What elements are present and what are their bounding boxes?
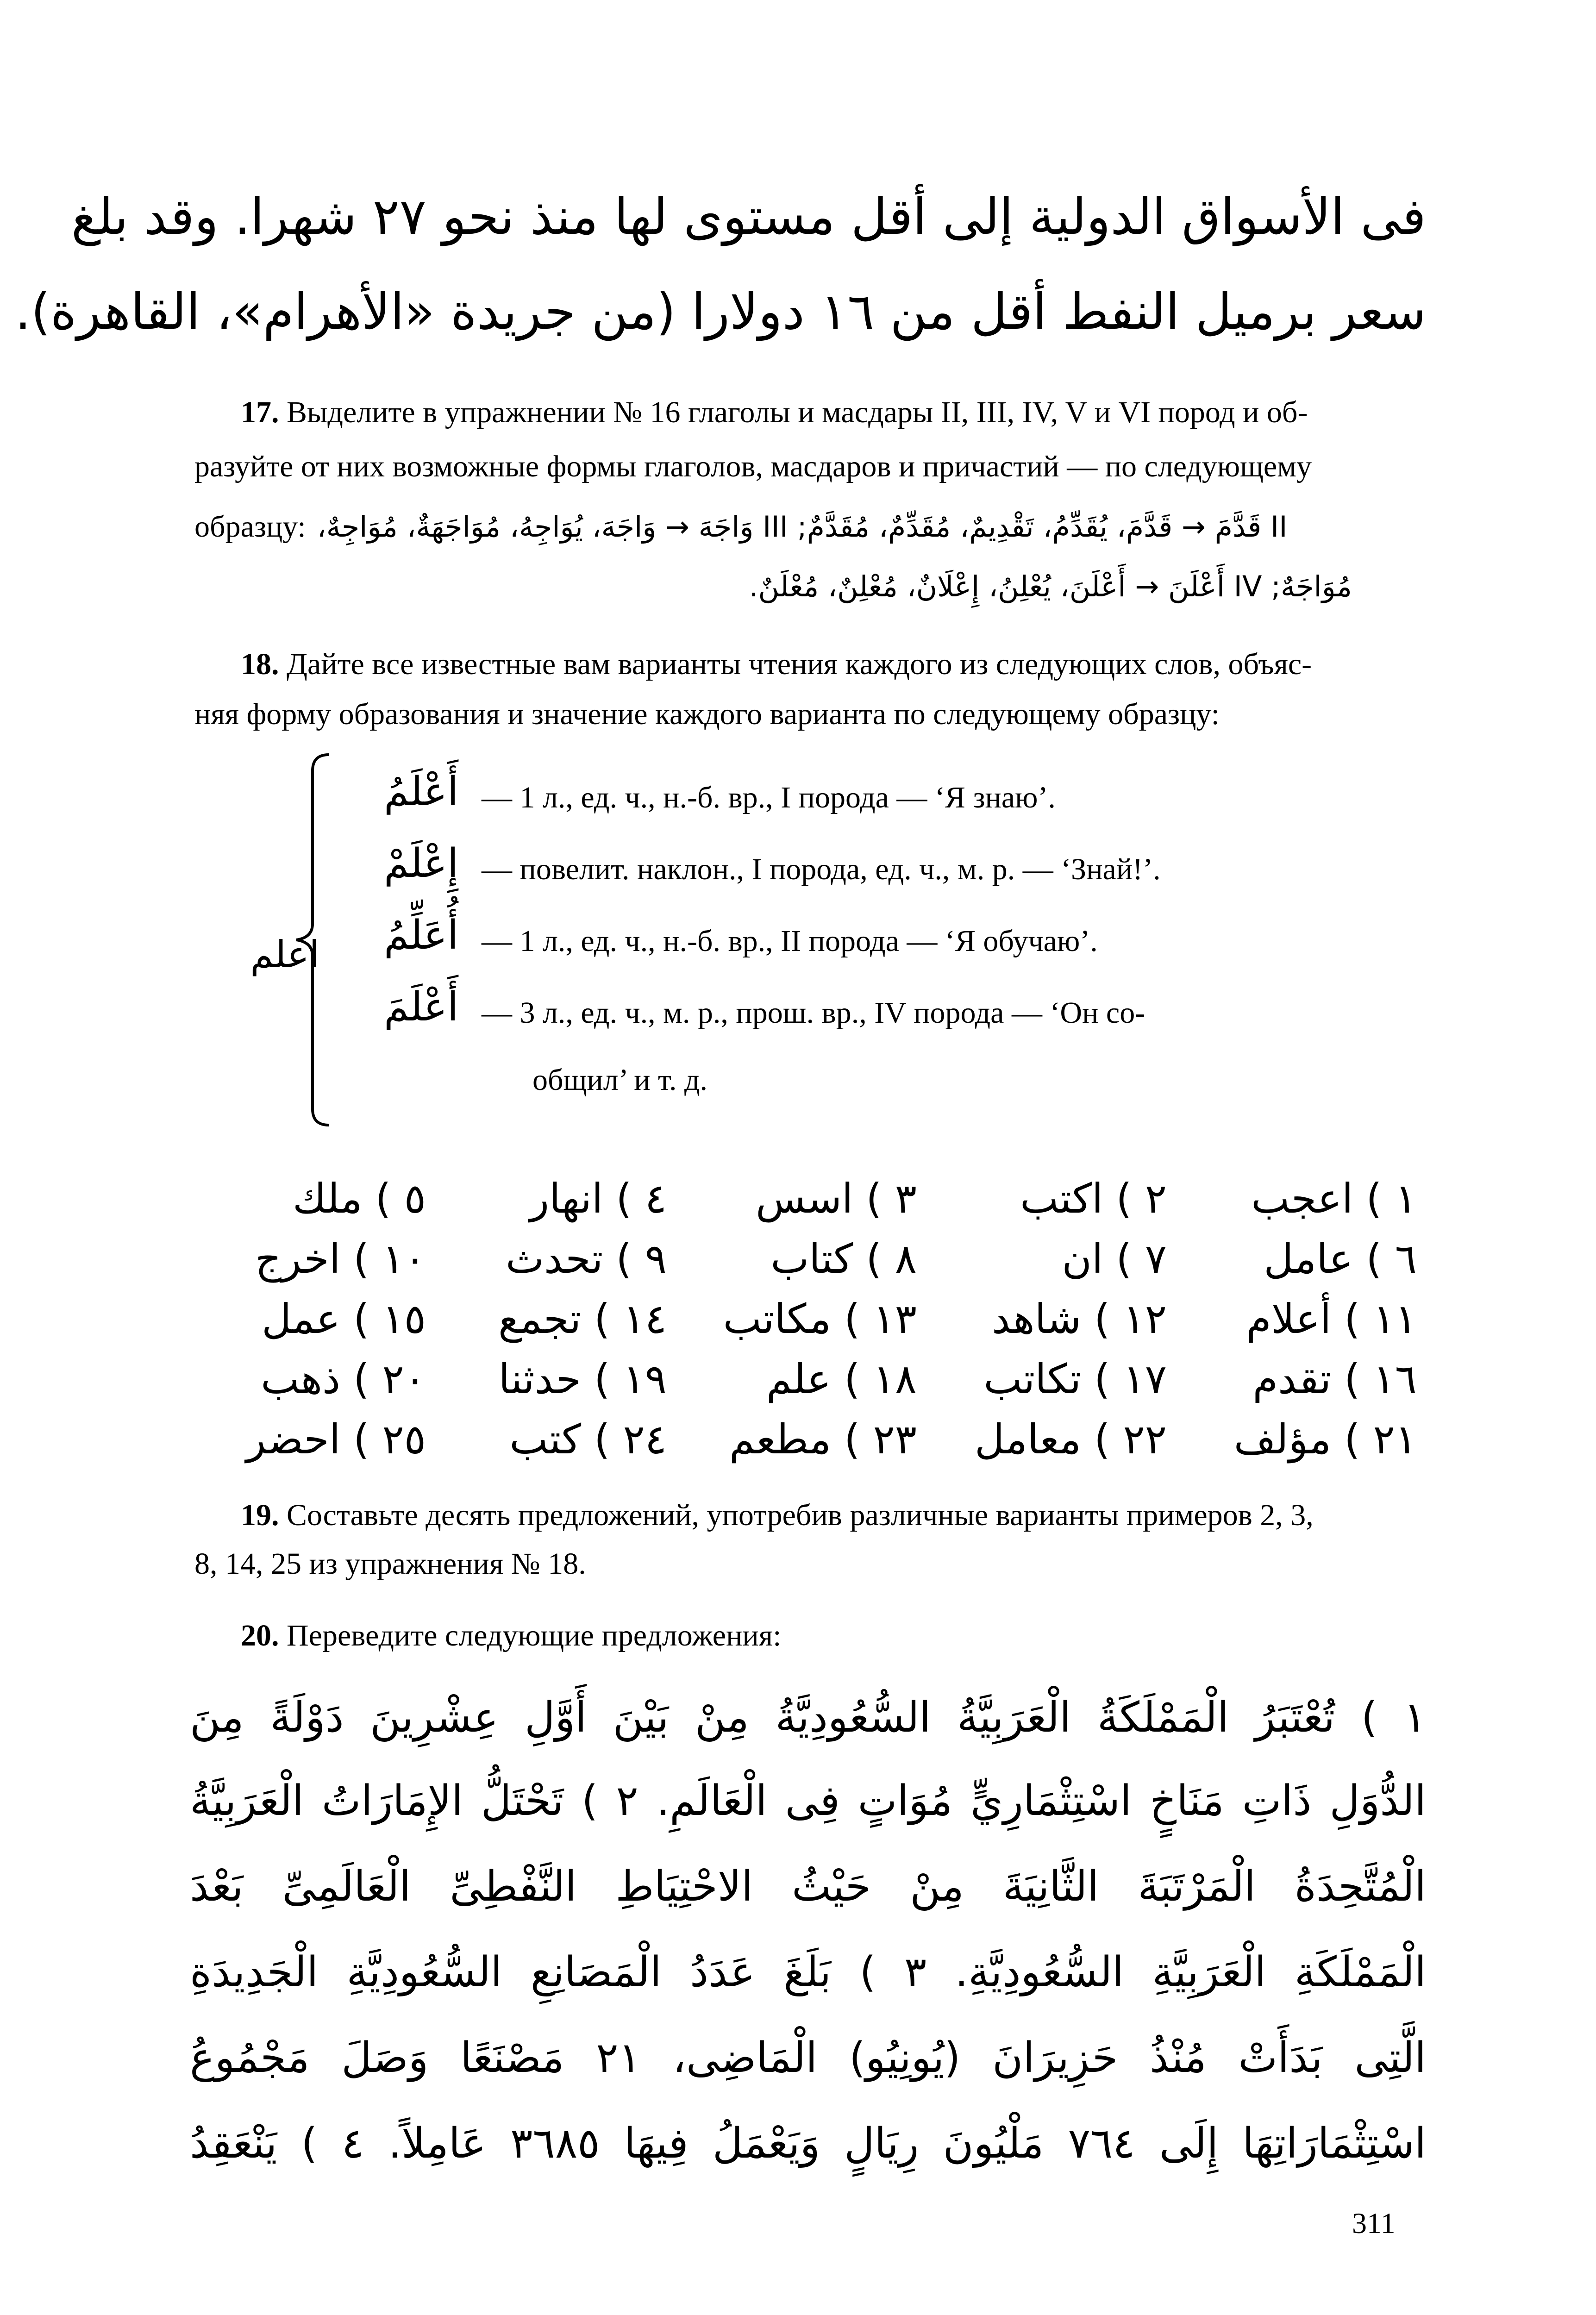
curly-brace xyxy=(287,752,338,1127)
arabic-text-line: الدُّوَلِ ذَاتِ مَنَاخٍ اسْتِثْمَارِيٍّ مُوَاتٍ فِى الْعَالَمِ. ٢ ) تَحْتَلُّ الإِمَارَاتُ الْعَرَبِيَّةُ xyxy=(190,1777,1426,1825)
arabic-text-line: فى الأسواق الدولية إلى أقل مستوى لها منذ نحو ٢٧ شهرا. وقد بلغ xyxy=(71,188,1426,246)
exercise-number: 20. xyxy=(241,1619,279,1652)
variant-arabic: إِعْلَمْ xyxy=(384,840,458,887)
word-table-cell: ١ ) اعجب xyxy=(1251,1175,1417,1222)
sample-forms: II قَدَّمَ → قَدَّمَ، يُقَدِّمُ، تَقْدِيمٌ، مُقَدِّمٌ، مُقَدَّمٌ; III وَاجَهَ → وَاجَهَ، يُوَاجِهُ، مُوَاجَهَةٌ، مُوَاجِهٌ، xyxy=(317,510,1288,544)
arabic-text-line: اسْتِثْمَارَاتِهَا إِلَى ٧٦٤ مَلْيُونَ رِيَالٍ وَيَعْمَلُ فِيهَا ٣٦٨٥ عَامِلاً. ٤ ) يَنْعَقِدُ xyxy=(190,2119,1426,2168)
exercise-text: Составьте десять предложений, употребив различные варианты примеров 2, 3, xyxy=(287,1498,1314,1532)
word-table-cell: ٨ ) كتاب xyxy=(770,1235,917,1283)
exercise-number: 17. xyxy=(241,395,279,429)
exercise-18-line xyxy=(241,649,1312,680)
word-table-cell: ١٦ ) تقدم xyxy=(1252,1355,1417,1403)
root-word: اعلم xyxy=(250,933,319,976)
word-table-cell: ١٠ ) اخرج xyxy=(255,1235,426,1283)
arabic-text-line: الْمُتَّحِدَةُ الْمَرْتَبَةَ الثَّانِيَةَ مِنْ حَيْثُ الاحْتِيَاطِ النَّفْطِىِّ الْعَالَمِىِّ بَعْدَ xyxy=(190,1862,1426,1911)
exercise-text: Выделите в упражнении № 16 глаголы и масдары II, III, IV, V и VI пород и об- xyxy=(287,395,1308,429)
sample-forms: مُوَاجَهٌ; IV أَعْلَنَ → أَعْلَنَ، يُعْلِنُ، إِعْلَانٌ، مُعْلِنٌ، مُعْلَنٌ. xyxy=(749,569,1352,603)
variant-continuation: общил’ и т. д. xyxy=(532,1063,708,1097)
variant-description: — 3 л., ед. ч., м. р., прош. вр., IV порода — ‘Он со- xyxy=(482,996,1145,1030)
word-table-cell: ٩ ) تحدث xyxy=(506,1235,667,1283)
variant-row xyxy=(366,840,458,887)
variant-arabic: أَعْلَمُ xyxy=(384,769,458,815)
variant-row xyxy=(366,984,458,1030)
exercise-18-line: няя форму образования и значение каждого варианта по следующему образцу: xyxy=(194,697,1220,731)
word-table-cell: ٥ ) ملك xyxy=(293,1175,426,1222)
word-table-cell: ٢٥ ) احضر xyxy=(246,1415,426,1463)
word-table-cell: ٣ ) اسس xyxy=(756,1175,917,1222)
word-table-cell: ١٣ ) مكاتب xyxy=(723,1295,917,1343)
word-table-cell: ١٤ ) تجمع xyxy=(498,1295,667,1343)
exercise-text: Дайте все известные вам варианты чтения каждого из следующих слов, объяс- xyxy=(287,647,1312,681)
word-table-cell: ٢١ ) مؤلف xyxy=(1233,1415,1417,1463)
exercise-text: Переведите следующие предложения: xyxy=(287,1619,782,1652)
variant-row xyxy=(366,912,458,958)
word-table xyxy=(204,1175,1417,1475)
word-table-cell: ١٨ ) علم xyxy=(766,1355,917,1403)
exercise-17-sample-line xyxy=(194,512,1445,542)
word-table-cell: ٢٠ ) ذهب xyxy=(261,1355,426,1403)
variant-arabic: أَعْلَمَ xyxy=(384,984,458,1030)
exercise-19-line: 8, 14, 25 из упражнения № 18. xyxy=(194,1547,586,1581)
variant-description: — повелит. наклон., I порода, ед. ч., м. р. — ‘Знай!’. xyxy=(482,852,1161,886)
word-table-cell: ٢٢ ) معامل xyxy=(975,1415,1167,1463)
variant-arabic: أُعَلِّمُ xyxy=(384,912,458,958)
exercise-number: 19. xyxy=(241,1498,279,1532)
word-table-cell: ١٩ ) حدثنا xyxy=(498,1355,667,1403)
word-table-cell: ٦ ) عامل xyxy=(1264,1235,1417,1283)
word-table-cell: ٧ ) ان xyxy=(1062,1235,1167,1283)
arabic-text-line: الَّتِى بَدَأَتْ مُنْذُ حَزِيرَانَ (يُونِيُو) الْمَاضِى، ٢١ مَصْنَعًا وَصَلَ مَجْمُوعُ xyxy=(190,2033,1426,2082)
page-number: 311 xyxy=(1352,2207,1396,2240)
arabic-text-line: ١ ) تُعْتَبَرُ الْمَمْلَكَةُ الْعَرَبِيَّةُ السُّعُودِيَّةُ مِنْ بَيْنَ أَوَّلِ عِشْرِينَ دَوْلَةً مِنَ xyxy=(190,1693,1426,1742)
word-table-cell: ٢ ) اكتب xyxy=(1020,1175,1167,1222)
arabic-text-line: الْمَمْلَكَةِ الْعَرَبِيَّةِ السُّعُودِيَّةِ. ٣ ) بَلَغَ عَدَدُ الْمَصَانِعِ السُّعُودِيَّةِ الْجَدِيدَةِ xyxy=(190,1948,1427,1996)
exercise-20-line xyxy=(241,1620,781,1651)
arabic-text-line: سعر برميل النفط أقل من ١٦ دولارا (من جريدة «الأهرام»، القاهرة). xyxy=(15,283,1426,341)
sample-label: образцу: xyxy=(194,510,306,544)
exercise-17-line xyxy=(241,397,1308,428)
word-table-cell: ٢٤ ) كتب xyxy=(509,1415,667,1463)
variant-description: — 1 л., ед. ч., н.-б. вр., I порода — ‘Я знаю’. xyxy=(482,781,1056,814)
word-table-cell: ٤ ) انهار xyxy=(529,1175,667,1222)
word-table-cell: ١٢ ) شاهد xyxy=(992,1295,1167,1343)
variant-description: — 1 л., ед. ч., н.-б. вр., II порода — ‘Я обучаю’. xyxy=(482,924,1098,958)
word-table-cell: ١٧ ) تكاتب xyxy=(983,1355,1167,1403)
variant-row xyxy=(366,769,458,815)
exercise-number: 18. xyxy=(241,647,279,681)
exercise-19-line xyxy=(241,1500,1314,1531)
word-table-cell: ١٥ ) عمل xyxy=(262,1295,426,1343)
word-table-cell: ١١ ) أعلام xyxy=(1246,1295,1417,1343)
exercise-17-line: разуйте от них возможные формы глаголов, масдаров и причастий — по следующему xyxy=(194,450,1312,483)
word-table-cell: ٢٣ ) مطعم xyxy=(729,1415,917,1463)
